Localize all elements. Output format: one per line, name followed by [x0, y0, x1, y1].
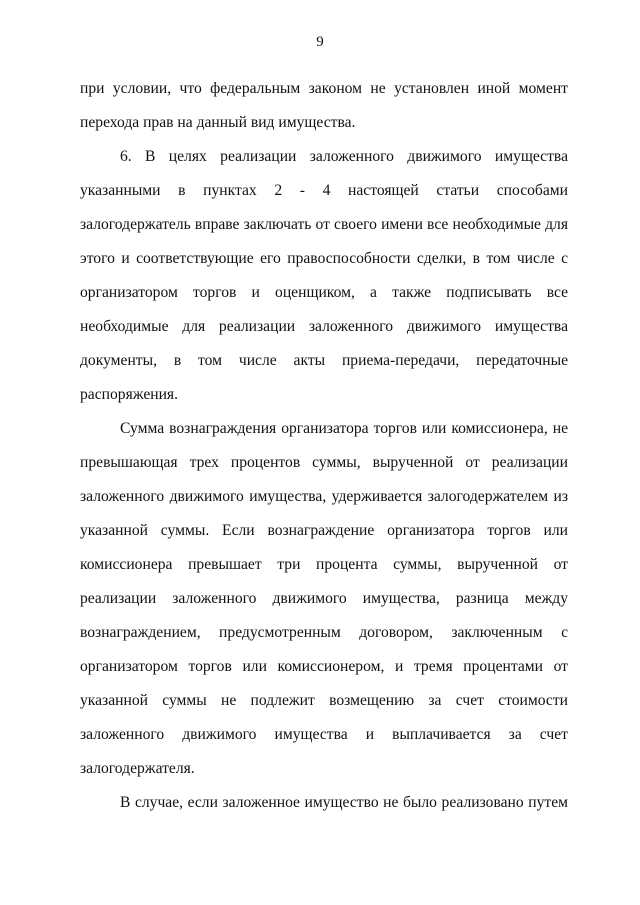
paragraph-unsold-property: В случае, если заложенное имущество не было реализовано путем [120, 794, 568, 811]
page-number: 9 [316, 34, 324, 50]
paragraph-continuation: при условии, что федеральным законом не установлен иной момент перехода прав на данный вид имущества. [80, 80, 568, 131]
paragraph-commission-fee: Сумма вознаграждения организатора торгов или комиссионера, не превышающая трех процентов суммы, вырученной от реализации заложенного движимого имущества, удерживается залогодержателем из указанной суммы. Если вознаграждение организатора торгов или комиссионера превышает три процента суммы, вырученной от реализации заложенного движимого имущества, разница между вознаграждением, предусмотренным договором, заключенным с организатором торгов или комиссионером, и тремя процентами от указанной суммы не подлежит возмещению за счет стоимости заложенного движимого имущества и выплачивается за счет залогодержателя. [80, 420, 568, 777]
document-body [80, 72, 568, 820]
paragraph-item-6: 6. В целях реализации заложенного движимого имущества указанными в пунктах 2 - 4 настоящей статьи способами залогодержатель вправе заключать от своего имени все необходимые для этого и соответствующие его правоспособности сделки, в том числе с организатором торгов и оценщиком, а также подписывать все необходимые для реализации заложенного движимого имущества документы, в том числе акты приема-передачи, передаточные распоряжения. [80, 148, 568, 403]
